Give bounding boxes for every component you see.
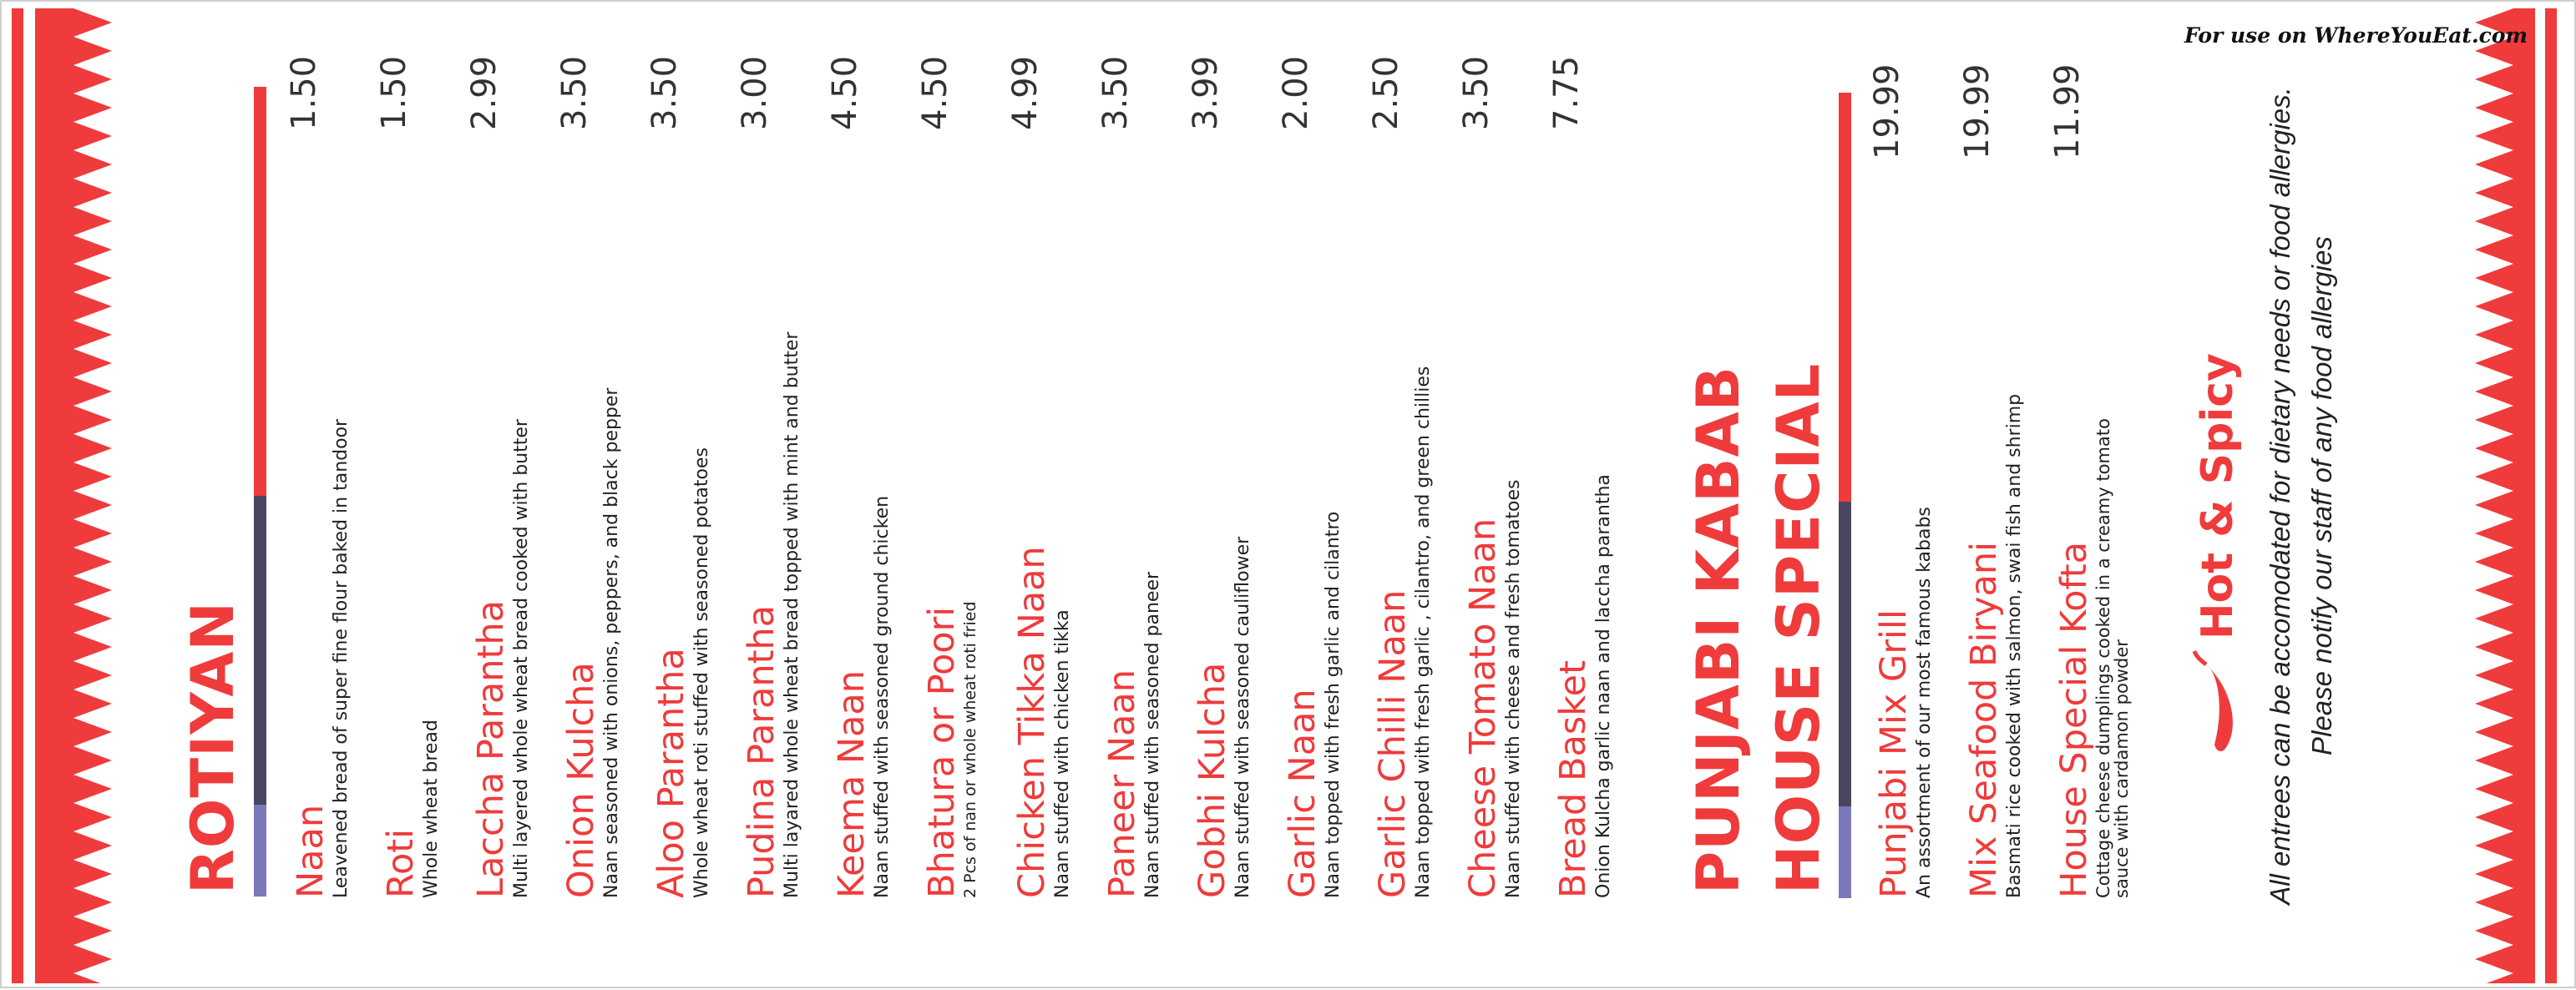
item-description: 2 Pcs of nan or whole wheat roti fried [961, 601, 979, 898]
menu-item-bhatura-or-poori [916, 0, 979, 898]
item-description: Onion Kulcha garlic naan and laccha parantha [1593, 474, 1614, 898]
item-name: Naan [290, 804, 331, 898]
menu-item-garlic-naan [1277, 0, 1344, 898]
item-name: Bread Basket [1552, 660, 1594, 898]
item-name: Mix Seafood Biryani [1963, 541, 2005, 898]
item-price: 3.00 [736, 55, 774, 130]
item-name: Roti [380, 828, 422, 898]
item-description: An assortment of our most famous kababs [1914, 507, 1935, 898]
hot-spicy-legend [2173, 353, 2265, 756]
menu-item-keema-naan [826, 0, 893, 898]
item-description: Leavened bread of super fine flour baked in tandoor [331, 418, 352, 898]
item-description: Basmati rice cooked with salmon, swai fish and shrimp [2004, 393, 2025, 898]
menu-item-aloo-parantha [645, 0, 713, 898]
menu-item-naan [285, 0, 352, 898]
item-description: Naan stuffed with cheese and fresh tomatoes [1503, 479, 1524, 898]
menu-item-cheese-tomato-naan [1457, 0, 1525, 898]
allergy-note-line2: Please notify our staff of any food allergies [2306, 236, 2337, 755]
item-price: 1.50 [285, 55, 323, 130]
house-special-divider-bar [1839, 93, 1851, 898]
item-price: 2.99 [465, 55, 504, 130]
menu-item-garlic-chilli-naan [1367, 0, 1435, 898]
item-price: 19.99 [1958, 63, 1997, 159]
allergy-note-line1: All entrees can be accomodated for dietary needs or food allergies. [2265, 87, 2295, 905]
menu-item-chicken-tikka-naan [1006, 0, 1074, 898]
item-price: 3.99 [1187, 55, 1225, 130]
item-price: 11.99 [2048, 63, 2087, 159]
menu-item-bread-basket [1547, 0, 1615, 898]
item-price: 3.50 [1457, 55, 1495, 130]
house-special-title-line2: HOUSE SPECIAL [1764, 362, 1833, 894]
menu-item-gobhi-kulcha [1187, 0, 1254, 898]
item-description: Naan topped with fresh garlic , cilantro, and green chillies [1413, 366, 1434, 898]
item-name: Punjabi Mix Grill [1873, 609, 1915, 898]
menu-item-house-special-kofta [2048, 0, 2132, 898]
item-price: 3.50 [555, 55, 594, 130]
item-name: Cheese Tomato Naan [1462, 518, 1504, 898]
item-name: Gobhi Kulcha [1192, 662, 1233, 898]
item-name: Laccha Parantha [470, 600, 512, 898]
item-price: 4.50 [916, 55, 954, 130]
watermark: For use on WhereYouEat.com [2184, 23, 2528, 48]
item-name: Garlic Chilli Naan [1372, 589, 1414, 898]
item-price: 3.50 [645, 55, 684, 130]
item-description: Multi layered whole wheat bread cooked with butter [511, 419, 532, 898]
item-description: Naan stuffed with seasoned paneer [1142, 571, 1163, 898]
rotiyan-title: ROTIYAN [179, 601, 247, 894]
rotiyan-divider-bar [254, 87, 266, 897]
item-price: 2.50 [1367, 55, 1405, 130]
item-price: 19.99 [1868, 63, 1906, 159]
menu-item-punjabi-mix-grill [1868, 0, 1936, 898]
item-description: Cottage cheese dumplings cooked in a creamy tomato sauce with cardamon powder [2093, 418, 2132, 898]
menu-item-onion-kulcha [555, 0, 623, 898]
item-price: 4.50 [826, 55, 864, 130]
item-name: Paneer Naan [1101, 669, 1143, 898]
item-description: Whole wheat roti stuffed with seasoned potatoes [691, 447, 712, 898]
item-description: Naan seasoned with onions, peppers, and black pepper [601, 387, 622, 898]
menu-item-laccha-parantha [465, 0, 533, 898]
item-name: Pudina Parantha [741, 604, 782, 898]
item-price: 2.00 [1277, 55, 1315, 130]
item-price: 3.50 [1096, 55, 1135, 130]
house-special-title-line1: PUNJABI KABAB [1684, 365, 1753, 894]
item-name: Onion Kulcha [560, 662, 602, 898]
item-description: Multi layared whole wheat bread topped with mint and butter [782, 331, 802, 898]
item-description: Naan stuffed with seasoned ground chicken [872, 495, 893, 898]
chili-pepper-icon [2181, 648, 2248, 756]
item-name: House Special Kofta [2053, 542, 2095, 898]
menu-item-paneer-naan [1096, 0, 1164, 898]
menu-item-mix-seafood-biryani [1958, 0, 2026, 898]
menu-item-roti [375, 0, 443, 898]
item-description: Naan stuffed with chicken tikka [1052, 609, 1073, 898]
hot-spicy-label: Hot & Spicy [2193, 353, 2243, 639]
item-name: Bhatura or Poori [921, 606, 963, 898]
item-price: 1.50 [375, 55, 413, 130]
item-name: Chicken Tikka Naan [1011, 546, 1053, 898]
item-description: Naan stuffed with seasoned cauliflower [1232, 536, 1253, 898]
item-price: 7.75 [1547, 55, 1586, 130]
item-name: Keema Naan [831, 670, 873, 898]
item-name: Garlic Naan [1282, 689, 1323, 898]
menu-item-pudina-parantha [736, 0, 803, 898]
rotated-menu-content [2, 2, 2576, 990]
item-description: Whole wheat bread [421, 720, 442, 898]
item-name: Aloo Parantha [650, 648, 692, 898]
item-description: Naan topped with fresh garlic and cilantro [1323, 511, 1344, 898]
item-price: 4.99 [1006, 55, 1045, 130]
